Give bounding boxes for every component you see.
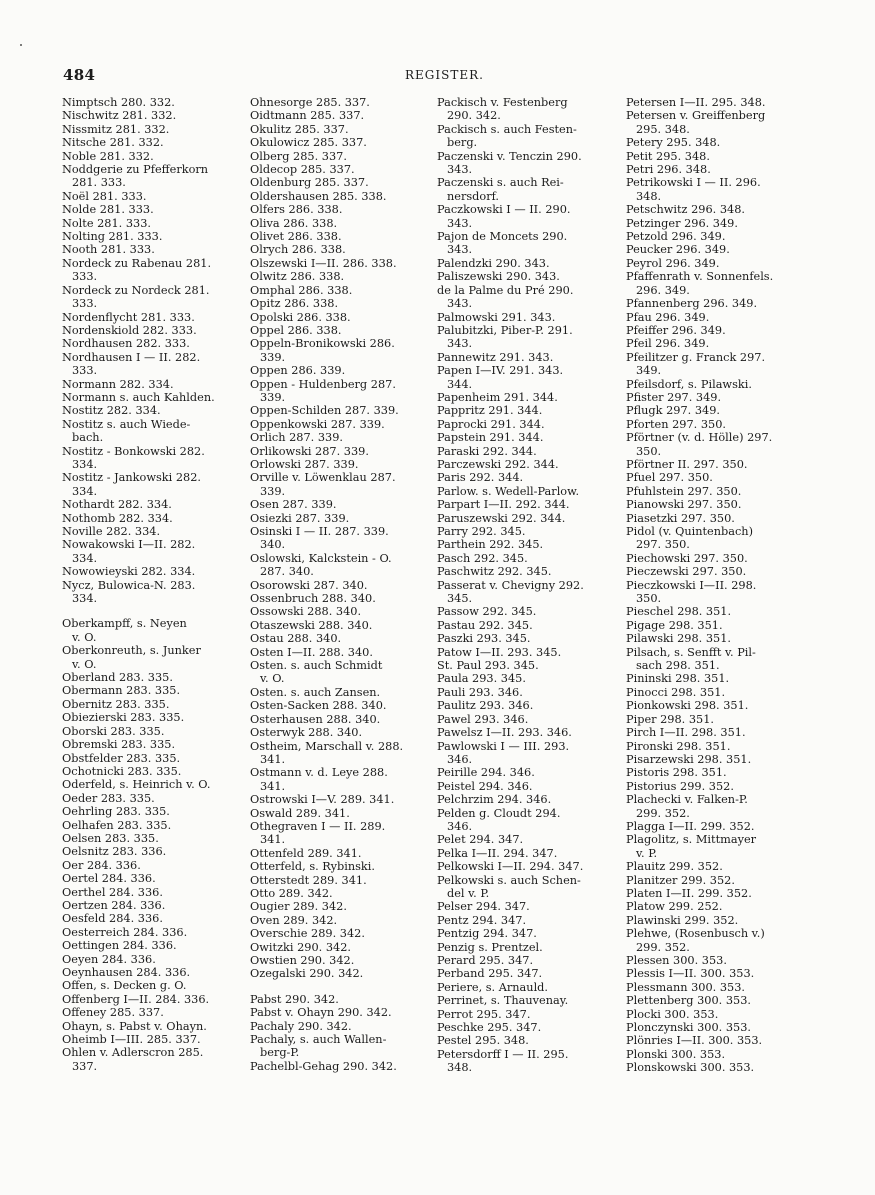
index-entry: Oeynhausen 284. 336. (62, 966, 191, 979)
index-entry: Plauitz 299. 352. (626, 860, 723, 874)
index-entry: Peucker 296. 349. (626, 243, 730, 257)
index-entry: Oertzen 284. 336. (62, 898, 166, 912)
index-entry: Petri 296. 348. (626, 163, 711, 177)
scan-speck (20, 44, 22, 46)
index-entry: Oerthel 284. 336. (62, 885, 163, 899)
index-entry: Pieczkowski I—II. 298. 350. (626, 578, 757, 606)
index-entry: Oeyen 284. 336. (62, 952, 156, 966)
index-column-1 (62, 96, 237, 1073)
index-entry: Periere, s. Arnauld. (437, 980, 549, 994)
page-number: 484 (63, 66, 96, 84)
index-entry: Oldecop 285. 337. (250, 163, 355, 177)
index-entry: Ochotnicki 283. 335. (62, 764, 182, 778)
index-entry: Oberkonreuth, s. Junker v. O. (62, 644, 201, 671)
index-entry: Orlich 287. 339. (250, 431, 343, 445)
index-entry: Oesfeld 284. 336. (62, 912, 163, 926)
index-entry: Petschwitz 296. 348. (626, 203, 745, 217)
index-entry: Pionkowski 298. 351. (626, 699, 749, 713)
index-entry: Pawel 293. 346. (437, 712, 529, 726)
index-entry: Pfister 297. 349. (626, 390, 722, 404)
index-entry: Opolski 286. 338. (250, 310, 351, 324)
index-column-4 (626, 96, 816, 1075)
index-entry: Plehwe, (Rosenbusch v.) 299. 352. (626, 927, 765, 954)
index-entry: Oelhafen 283. 335. (62, 818, 172, 832)
index-entry: Paczkowski I — II. 290. 343. (437, 203, 571, 230)
index-entry: Oheimb I—III. 285. 337. (62, 1033, 201, 1047)
index-entry: Patow I—II. 293. 345. (437, 645, 562, 659)
index-entry: Pelet 294. 347. (437, 833, 524, 847)
index-entry: Paula 293. 345. (437, 672, 526, 686)
index-entry: Passerat v. Chevigny 292. 345. (437, 578, 584, 606)
index-entry: Perband 295. 347. (437, 967, 543, 981)
index-entry: Plagolitz, s. Mittmayer v. P. (626, 833, 757, 860)
index-entry: Petzold 296. 349. (626, 230, 726, 244)
index-entry: Nissmitz 281. 332. (62, 122, 170, 136)
index-entry: Packisch v. Festenberg 290. 342. (437, 96, 568, 123)
index-entry: Nowowieyski 282. 334. (62, 565, 196, 579)
index-entry: Oberland 283. 335. (62, 671, 173, 685)
index-entry: Pforten 297. 350. (626, 417, 726, 431)
index-entry: Owstien 290. 342. (250, 954, 355, 967)
index-entry: Oppen - Huldenberg 287. 339. (250, 377, 396, 404)
index-entry: Ohlen v. Adlerscron 285. 337. (62, 1046, 204, 1073)
index-entry: Packisch s. auch Festen- berg. (437, 122, 577, 150)
index-entry: Oldenburg 285. 337. (250, 176, 369, 190)
index-entry: Offenberg I—II. 284. 336. (62, 992, 210, 1006)
index-entry: Pawlowski I — III. 293. 346. (437, 739, 570, 766)
index-entry: Plessmann 300. 353. (626, 980, 745, 994)
index-entry: Olrych 286. 338. (250, 243, 346, 257)
index-entry: Pfaffenrath v. Sonnenfels. 296. 349. (626, 270, 774, 297)
index-entry: Passow 292. 345. (437, 605, 537, 619)
index-entry: Pistoris 298. 351. (626, 766, 727, 780)
index-entry: Pironski 298. 351. (626, 739, 731, 753)
index-entry: Perrot 295. 347. (437, 1007, 531, 1021)
index-entry: Oelsnitz 283. 336. (62, 845, 167, 859)
index-entry: Pentzig 294. 347. (437, 927, 537, 941)
index-entry: Paprocki 291. 344. (437, 417, 545, 431)
index-entry: Pförtner II. 297. 350. (626, 457, 748, 471)
index-entry: Pajon de Moncets 290. 343. (437, 230, 568, 257)
index-entry: Parpart I—II. 292. 344. (437, 498, 570, 512)
index-entry: de la Palme du Pré 290. 343. (437, 283, 574, 311)
index-entry: Oidtmann 285. 337. (250, 109, 365, 123)
index-entry: Ossenbruch 288. 340. (250, 592, 376, 606)
running-head: REGISTER. (405, 68, 484, 82)
index-entry: Nordenskiold 282. 333. (62, 323, 197, 337)
index-entry: Oppenkowski 287. 339. (250, 417, 385, 431)
index-entry: Parlow. s. Wedell-Parlow. (437, 484, 580, 498)
index-entry: Olberg 285. 337. (250, 149, 347, 163)
index-entry: Oelsen 283. 335. (62, 831, 159, 845)
index-entry: Nycz, Bulowica-N. 283. 334. (62, 578, 196, 606)
index-entry: Papstein 291. 344. (437, 431, 544, 445)
index-entry: Oldershausen 285. 338. (250, 189, 387, 203)
index-entry: Osten. s. auch Schmidt v. O. (250, 659, 383, 686)
index-entry: Petzinger 296. 349. (626, 216, 738, 230)
index-entry: Nolting 281. 333. (62, 230, 163, 244)
index-entry: Nitsche 281. 332. (62, 136, 164, 150)
index-entry: Ostau 288. 340. (250, 632, 342, 646)
index-entry: Oven 289. 342. (250, 913, 338, 927)
index-entry: Parthein 292. 345. (437, 538, 544, 552)
index-entry: Palubitzki, Piber-P. 291. 343. (437, 323, 573, 351)
index-entry: Osen 287. 339. (250, 498, 337, 512)
index-entry: Petery 295. 348. (626, 136, 721, 150)
index-entry: Okulowicz 285. 337. (250, 136, 367, 150)
index-entry: Pelka I—II. 294. 347. (437, 846, 558, 860)
index-entry: Noville 282. 334. (62, 525, 161, 538)
index-entry: Paulitz 293. 346. (437, 699, 534, 713)
index-entry: Orville v. Löwenklau 287. 339. (250, 471, 396, 498)
index-entry: Noddgerie zu Pfefferkorn 281. 333. (62, 163, 209, 190)
index-entry: Peschke 295. 347. (437, 1021, 542, 1035)
index-entry: Nowakowski I—II. 282. 334. (62, 538, 196, 565)
section-gap (250, 981, 425, 993)
index-entry: Pförtner (v. d. Hölle) 297. 350. (626, 431, 773, 458)
index-entry: Nischwitz 281. 332. (62, 109, 177, 123)
index-entry: Pfau 296. 349. (626, 310, 710, 324)
index-entry: Normann s. auch Kahlden. (62, 390, 215, 404)
index-entry: Olivet 286. 338. (250, 230, 342, 244)
index-entry: Piasetzki 297. 350. (626, 511, 735, 525)
index-entry: Pfeilitzer g. Franck 297. 349. (626, 350, 766, 378)
index-entry: Pachelbl-Gehag 290. 342. (250, 1059, 397, 1073)
index-entry: Obermann 283. 335. (62, 684, 181, 698)
index-entry: Plettenberg 300. 353. (626, 994, 751, 1008)
index-entry: Pelkowski s. auch Schen- del v. P. (437, 873, 581, 900)
index-entry: Ohayn, s. Pabst v. Ohayn. (62, 1019, 207, 1033)
index-entry: Oertel 284. 336. (62, 872, 156, 886)
index-entry: Paruszewski 292. 344. (437, 511, 566, 525)
index-entry: Opitz 286. 338. (250, 297, 339, 311)
index-entry: Pelkowski I—II. 294. 347. (437, 860, 584, 874)
index-entry: Obremski 283. 335. (62, 738, 176, 752)
index-entry: Osten-Sacken 288. 340. (250, 699, 387, 713)
index-entry: Pilsach, s. Senfft v. Pil- sach 298. 351. (626, 645, 756, 673)
index-entry: Nostitz - Bonkowski 282. 334. (62, 444, 205, 471)
index-entry: Osten. s. auch Zansen. (250, 685, 381, 699)
index-entry: Oppel 286. 338. (250, 323, 342, 337)
index-column-3 (437, 96, 615, 1075)
index-entry: Plonczynski 300. 353. (626, 1021, 751, 1035)
index-entry: Pieczewski 297. 350. (626, 565, 747, 579)
index-entry: Oesterreich 284. 336. (62, 925, 188, 939)
index-entry: Nordeck zu Rabenau 281. 333. (62, 256, 212, 284)
index-entry: Pachaly, s. auch Wallen- berg-P. (250, 1033, 387, 1060)
index-entry: Nostitz - Jankowski 282. 334. (62, 471, 201, 498)
index-entry: Orlowski 287. 339. (250, 457, 359, 471)
index-entry: Normann 282. 334. (62, 377, 174, 391)
index-entry: Oeder 283. 335. (62, 791, 155, 805)
index-entry: Pastau 292. 345. (437, 618, 533, 632)
index-entry: Perard 295. 347. (437, 954, 534, 967)
index-entry: Nordhausen 282. 333. (62, 337, 190, 351)
index-entry: Orlikowski 287. 339. (250, 444, 369, 458)
index-entry: Noël 281. 333. (62, 189, 147, 203)
index-entry: Penzig s. Prentzel. (437, 940, 543, 954)
index-entry: Pflugk 297. 349. (626, 404, 720, 418)
index-entry: Omphal 286. 338. (250, 283, 353, 297)
index-entry: Palendzki 290. 343. (437, 256, 550, 270)
index-entry: Plawinski 299. 352. (626, 913, 739, 927)
index-entry: Oderfeld, s. Heinrich v. O. (62, 778, 211, 792)
index-entry: Pappritz 291. 344. (437, 404, 543, 418)
index-entry: Nostitz s. auch Wiede- bach. (62, 417, 191, 445)
index-entry: Peirille 294. 346. (437, 766, 535, 780)
index-entry: Pabst v. Ohayn 290. 342. (250, 1006, 392, 1020)
index-entry: Plocki 300. 353. (626, 1007, 719, 1021)
index-entry: Othegraven I — II. 289. 341. (250, 819, 386, 847)
index-entry: Pawelsz I—II. 293. 346. (437, 726, 572, 740)
index-entry: Nordeck zu Nordeck 281. 333. (62, 283, 210, 311)
index-entry: Piechowski 297. 350. (626, 551, 748, 565)
index-entry: Plönries I—II. 300. 353. (626, 1034, 763, 1048)
index-entry: Oberkampff, s. Neyen v. O. (62, 617, 187, 644)
index-entry: Olszewski I—II. 286. 338. (250, 256, 397, 270)
index-entry: Pachaly 290. 342. (250, 1019, 352, 1033)
index-entry: Osorowski 287. 340. (250, 578, 368, 592)
index-entry: Pabst 290. 342. (250, 992, 339, 1006)
index-entry: Pfuel 297. 350. (626, 471, 713, 485)
index-entry: Oppen 286. 339. (250, 364, 346, 378)
index-entry: Pfuhlstein 297. 350. (626, 484, 742, 498)
index-entry: Planitzer 299. 352. (626, 873, 735, 887)
index-entry: Plonskowski 300. 353. (626, 1061, 755, 1075)
index-entry: Pentz 294. 347. (437, 913, 527, 927)
index-entry: Oslowski, Kalckstein - O. 287. 340. (250, 551, 392, 579)
index-entry: Paschwitz 292. 345. (437, 565, 552, 579)
index-entry: Paliszewski 290. 343. (437, 270, 560, 284)
index-entry: Palmowski 291. 343. (437, 310, 556, 324)
index-entry: St. Paul 293. 345. (437, 659, 539, 673)
index-entry: Platow 299. 252. (626, 900, 723, 914)
index-entry: Olwitz 286. 338. (250, 270, 345, 284)
index-entry: Otterstedt 289. 341. (250, 873, 367, 887)
index-entry: Okulitz 285. 337. (250, 122, 349, 136)
index-entry: Nimptsch 280. 332. (62, 96, 175, 109)
index-entry: Oer 284. 336. (62, 858, 141, 872)
index-entry: Noble 281. 332. (62, 149, 154, 163)
index-entry: Pininski 298. 351. (626, 672, 730, 686)
index-entry: Ostmann v. d. Leye 288. 341. (250, 766, 388, 793)
index-entry: Ohnesorge 285. 337. (250, 96, 370, 109)
index-entry: Pestel 295. 348. (437, 1034, 529, 1048)
index-entry: Plessen 300. 353. (626, 954, 727, 967)
index-entry: Petit 295. 348. (626, 149, 710, 163)
index-entry: Olfers 286. 338. (250, 203, 343, 217)
index-entry: Pinocci 298. 351. (626, 685, 726, 699)
index-entry: Ougier 289. 342. (250, 900, 347, 914)
index-entry: Pisarzewski 298. 351. (626, 752, 752, 766)
index-entry: Nordenflycht 281. 333. (62, 310, 195, 324)
index-entry: Osterhausen 288. 340. (250, 712, 381, 726)
index-entry: Nostitz 282. 334. (62, 404, 161, 418)
index-entry: Oehrling 283. 335. (62, 805, 170, 819)
index-entry: Pfeiffer 296. 349. (626, 323, 726, 337)
index-entry: Petersdorff I — II. 295. 348. (437, 1047, 569, 1075)
index-entry: Nolte 281. 333. (62, 216, 152, 230)
index-entry: Petersen v. Greiffenberg 295. 348. (626, 109, 766, 136)
index-entry: Nordhausen I — II. 282. 333. (62, 350, 201, 378)
index-entry: Ossowski 288. 340. (250, 605, 362, 619)
index-entry: Parry 292. 345. (437, 525, 526, 538)
index-entry: Pelser 294. 347. (437, 900, 530, 914)
index-entry: Osterwyk 288. 340. (250, 726, 363, 740)
index-entry: Otterfeld, s. Rybinski. (250, 860, 375, 874)
index-entry: Parczewski 292. 344. (437, 457, 559, 471)
index-entry: Petrikowski I — II. 296. 348. (626, 176, 761, 203)
index-entry: Nooth 281. 333. (62, 243, 155, 257)
index-entry: Oppen-Schilden 287. 339. (250, 404, 399, 418)
index-entry: Petersen I—II. 295. 348. (626, 96, 766, 109)
index-entry: Oliva 286. 338. (250, 216, 338, 230)
index-entry: Pfeil 296. 349. (626, 337, 710, 351)
index-entry: Obernitz 283. 335. (62, 697, 170, 711)
index-entry: Paczenski s. auch Rei- nersdorf. (437, 176, 564, 203)
index-entry: Overschie 289. 342. (250, 927, 365, 941)
index-entry: Plagga I—II. 299. 352. (626, 819, 755, 833)
index-entry: Pauli 293. 346. (437, 685, 523, 699)
index-entry: Offeney 285. 337. (62, 1006, 164, 1020)
index-entry: Papenheim 291. 344. (437, 390, 558, 404)
index-entry: Ozegalski 290. 342. (250, 967, 364, 981)
index-entry: Pianowski 297. 350. (626, 498, 742, 512)
index-entry: Perrinet, s. Thauvenay. (437, 994, 569, 1008)
index-entry: Offen, s. Decken g. O. (62, 979, 187, 993)
index-entry: Pasch 292. 345. (437, 551, 528, 565)
index-entry: Pannewitz 291. 343. (437, 350, 554, 364)
index-entry: Pelden g. Cloudt 294. 346. (437, 806, 561, 833)
index-entry: Owitzki 290. 342. (250, 940, 351, 954)
index-entry: Papen I—IV. 291. 343. 344. (437, 364, 564, 391)
index-entry: Osiezki 287. 339. (250, 511, 350, 525)
index-entry: Oborski 283. 335. (62, 724, 165, 738)
index-entry: Obstfelder 283. 335. (62, 751, 181, 765)
index-entry: Pidol (v. Quintenbach) 297. 350. (626, 525, 753, 552)
index-entry: Ottenfeld 289. 341. (250, 846, 362, 860)
index-entry: Paszki 293. 345. (437, 632, 531, 646)
index-entry: Plessis I—II. 300. 353. (626, 967, 755, 981)
index-entry: Pistorius 299. 352. (626, 779, 734, 793)
index-entry: Peyrol 296. 349. (626, 256, 720, 270)
index-entry: Otaszewski 288. 340. (250, 618, 373, 632)
index-entry: Obiezierski 283. 335. (62, 711, 185, 725)
index-entry: Paczenski v. Tenczin 290. 343. (437, 149, 582, 177)
index-entry: Piper 298. 351. (626, 712, 715, 726)
index-entry: Pfannenberg 296. 349. (626, 297, 758, 311)
index-entry: Paris 292. 344. (437, 471, 524, 485)
index-entry: Peistel 294. 346. (437, 779, 533, 793)
index-entry: Oppeln-Bronikowski 286. 339. (250, 337, 395, 364)
index-entry: Nothardt 282. 334. (62, 498, 172, 512)
index-entry: Nothomb 282. 334. (62, 511, 173, 525)
index-entry: Osinski I — II. 287. 339. 340. (250, 525, 389, 552)
index-entry: Plonski 300. 353. (626, 1047, 726, 1061)
section-gap (62, 605, 237, 617)
index-entry: Oswald 289. 341. (250, 806, 350, 820)
index-entry: Nolde 281. 333. (62, 203, 154, 217)
index-entry: Pilawski 298. 351. (626, 632, 731, 646)
index-entry: Paraski 292. 344. (437, 444, 537, 458)
index-entry: Plachecki v. Falken-P. 299. 352. (626, 793, 748, 820)
index-entry: Pigage 298. 351. (626, 618, 723, 632)
index-entry: Osten I—II. 288. 340. (250, 645, 373, 659)
index-column-2 (250, 96, 425, 1073)
index-entry: Ostrowski I—V. 289. 341. (250, 793, 395, 807)
index-entry: Oettingen 284. 336. (62, 939, 177, 953)
index-entry: Ostheim, Marschall v. 288. 341. (250, 739, 404, 766)
index-entry: Pieschel 298. 351. (626, 605, 732, 619)
index-entry: Pfeilsdorf, s. Pilawski. (626, 377, 752, 391)
index-entry: Pelchrzim 294. 346. (437, 793, 552, 807)
index-entry: Pirch I—II. 298. 351. (626, 726, 746, 740)
index-entry: Platen I—II. 299. 352. (626, 886, 752, 900)
index-entry: Otto 289. 342. (250, 886, 333, 900)
